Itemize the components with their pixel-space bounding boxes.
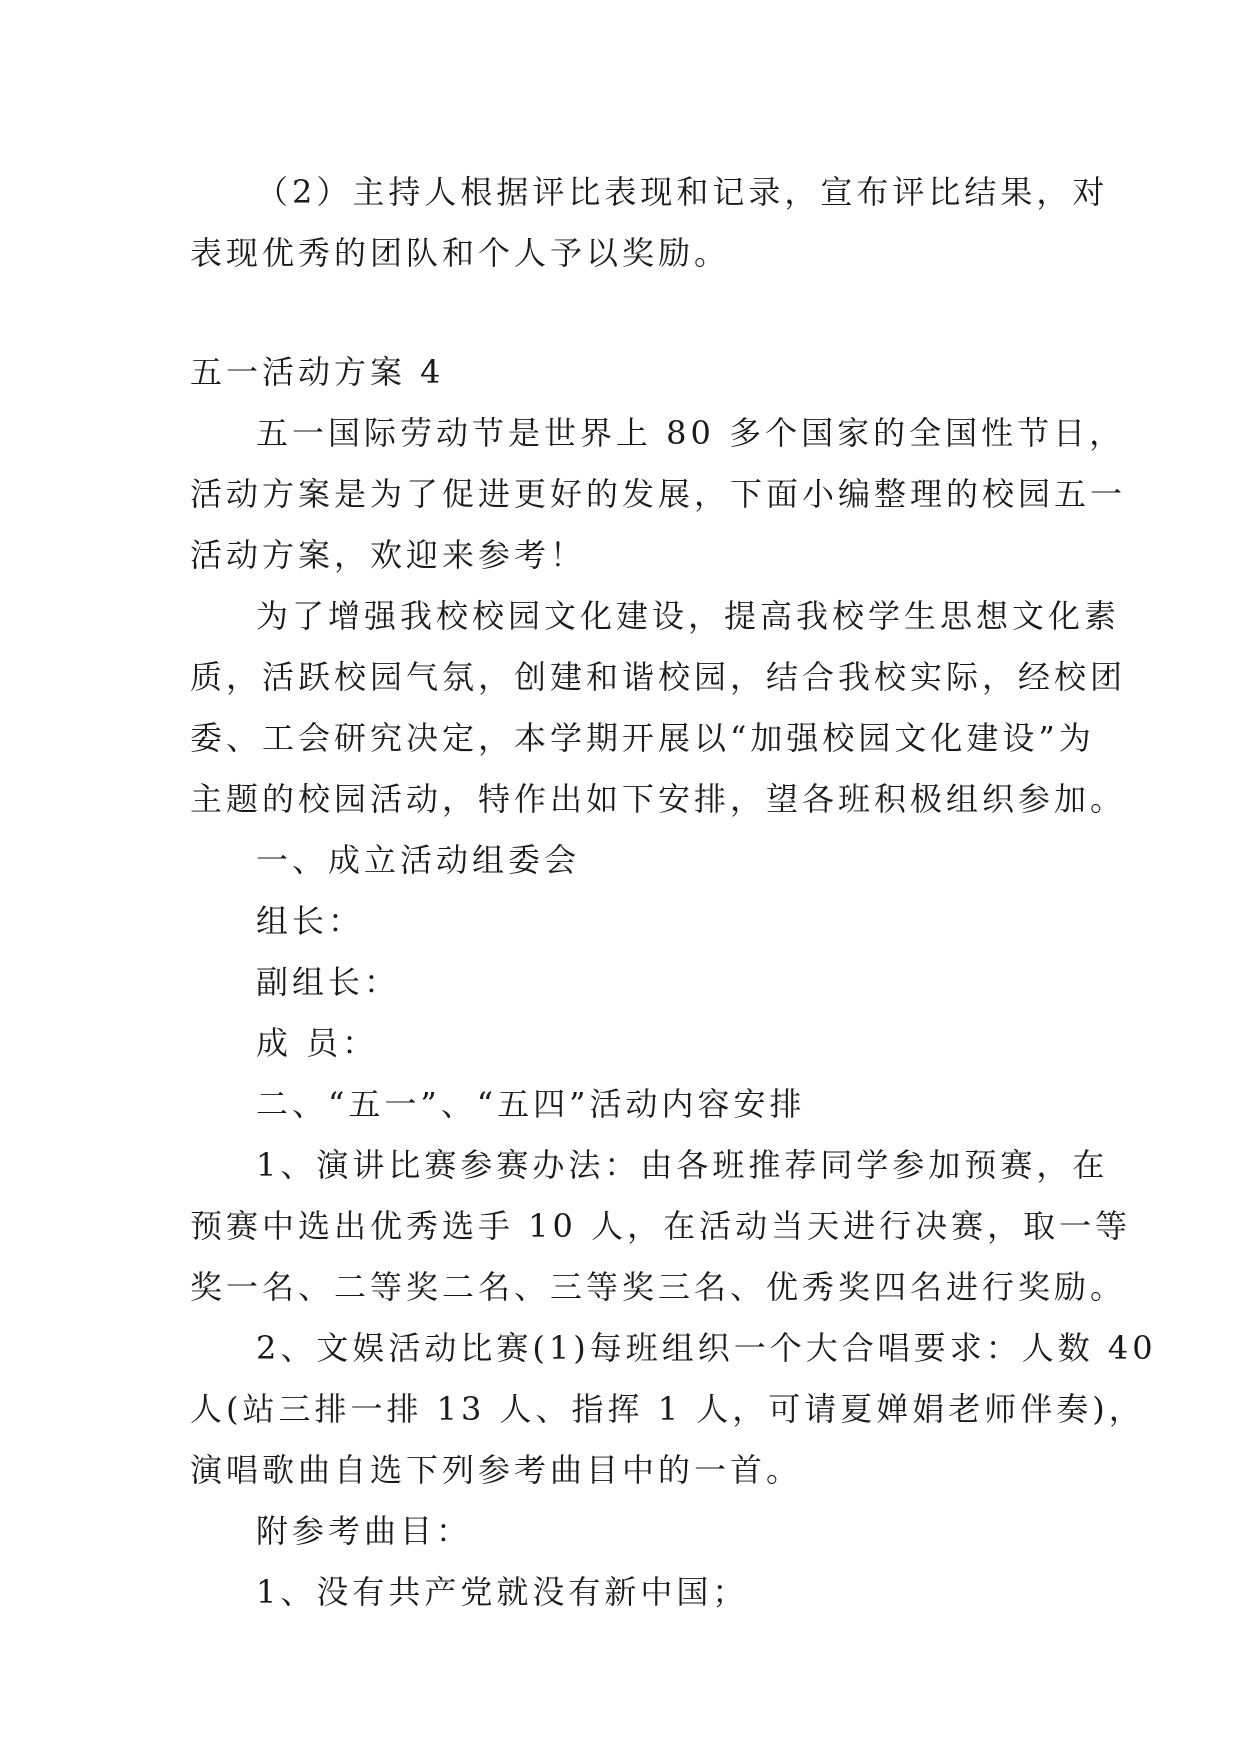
paragraph-line: 1、没有共产党就没有新中国； xyxy=(256,1573,749,1611)
paragraph-line: 活动方案，欢迎来参考！ xyxy=(190,536,587,574)
paragraph-line: 主题的校园活动，特作出如下安排，望各班积极组织参加。 xyxy=(190,780,1127,818)
subheading-line: 二、“五一”、“五四”活动内容安排 xyxy=(256,1085,806,1123)
paragraph-line: 人(站三排一排 13 人、指挥 1 人，可请夏婵娟老师伴奏)， xyxy=(190,1390,1145,1428)
paragraph-line: 奖一名、二等奖二名、三等奖三名、优秀奖四名进行奖励。 xyxy=(190,1268,1127,1306)
paragraph-line: （2）主持人根据评比表现和记录，宣布评比结果，对 xyxy=(256,173,1109,211)
paragraph-line: 成 员： xyxy=(256,1024,379,1062)
paragraph-line: 附参考曲目： xyxy=(256,1512,473,1550)
paragraph-line: 1、演讲比赛参赛办法：由各班推荐同学参加预赛，在 xyxy=(256,1146,1109,1184)
paragraph-line: 为了增强我校校园文化建设，提高我校学生思想文化素 xyxy=(256,597,1121,635)
paragraph-line: 演唱歌曲自选下列参考曲目中的一首。 xyxy=(190,1451,803,1489)
section-heading: 五一活动方案 4 xyxy=(190,353,445,391)
paragraph-line: 活动方案是为了促进更好的发展，下面小编整理的校园五一 xyxy=(190,475,1127,513)
paragraph-line: 委、工会研究决定，本学期开展以“加强校园文化建设”为 xyxy=(190,719,1095,757)
subheading-line: 一、成立活动组委会 xyxy=(256,841,581,879)
paragraph-line: 预赛中选出优秀选手 10 人，在活动当天进行决赛，取一等 xyxy=(190,1207,1132,1245)
document-body xyxy=(190,162,1157,1623)
paragraph-line: 副组长： xyxy=(256,963,401,1001)
paragraph-line: 五一国际劳动节是世界上 80 多个国家的全国性节日， xyxy=(256,414,1126,452)
paragraph-line: 表现优秀的团队和个人予以奖励。 xyxy=(190,234,731,272)
paragraph-line: 2、文娱活动比赛(1)每班组织一个大合唱要求：人数 40 xyxy=(256,1329,1157,1367)
section-gap xyxy=(190,284,1070,342)
paragraph-line: 质，活跃校园气氛，创建和谐校园，结合我校实际，经校团 xyxy=(190,658,1127,696)
paragraph-line: 组长： xyxy=(256,902,365,940)
